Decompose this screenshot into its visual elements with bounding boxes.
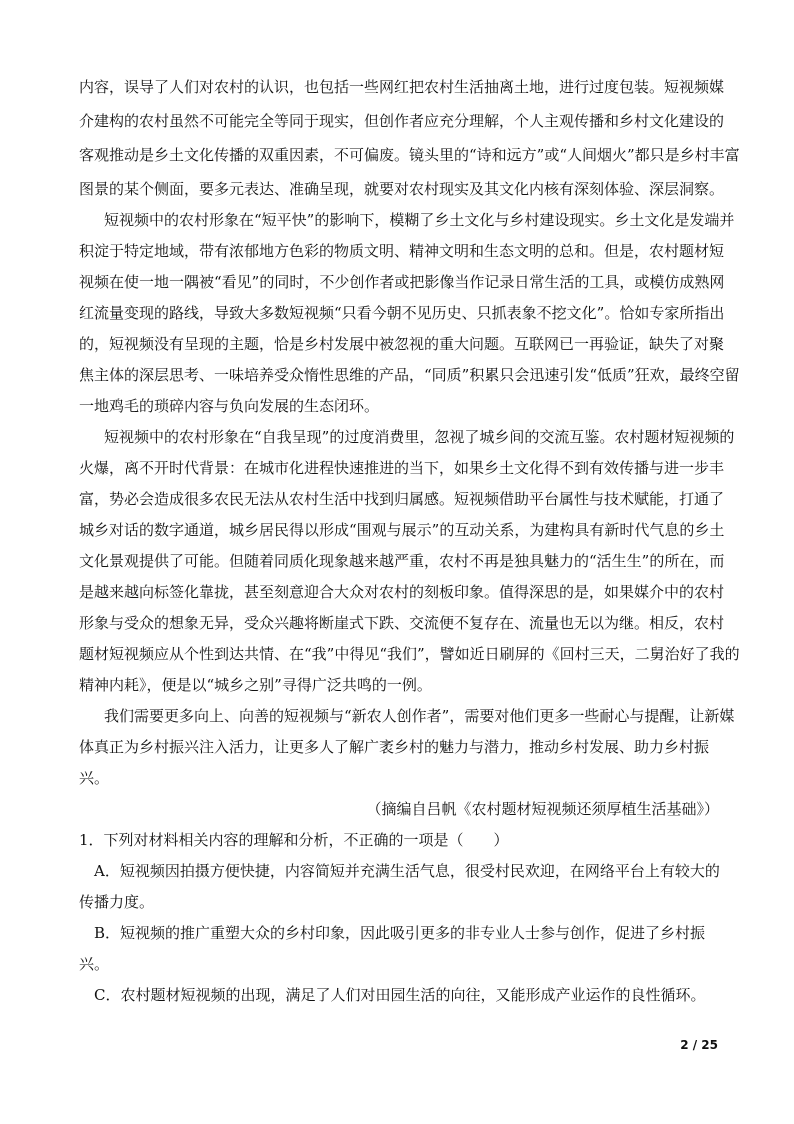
page-number: 2 / 25 bbox=[680, 1038, 718, 1052]
paragraph-line: 短视频中的农村形象在“自我呈现”的过度消费里，忽视了城乡间的交流互鉴。农村题材短视频的 bbox=[104, 428, 735, 446]
paragraph-line: 一地鸡毛的琐碎内容与负向发展的生态闭环。 bbox=[79, 397, 380, 415]
paragraph-line: 的，短视频没有呈现的主题，恰是乡村发展中被忽视的重大问题。互联网已一再验证，缺失了对聚 bbox=[79, 335, 725, 353]
paragraph-line: 是越来越向标签化靠拢，甚至刻意迎合大众对农村的刻板印象。值得深思的是，如果媒介中的农村 bbox=[79, 583, 725, 601]
paragraph-line: 形象与受众的想象无异，受众兴趣将断崖式下跌、交流便不复存在、流量也无以为继。相反，农村 bbox=[79, 614, 725, 632]
option-b-continued: 兴。 bbox=[79, 955, 110, 973]
option-b: B．短视频的推广重塑大众的乡村印象，因此吸引更多的非专业人士参与创作，促进了乡村振 bbox=[94, 924, 706, 942]
paragraph-line: 图景的某个侧面，要多元表达、准确呈现，就要对农村现实及其文化内核有深刻体验、深层洞察。 bbox=[79, 180, 725, 198]
paragraph-line: 兴。 bbox=[79, 769, 110, 787]
paragraph-line: 城乡对话的数字通道，城乡居民得以形成“围观与展示”的互动关系，为建构具有新时代气息的乡土 bbox=[79, 521, 725, 539]
paragraph-line: 体真正为乡村振兴注入活力，让更多人了解广袤乡村的魅力与潜力，推动乡村发展、助力乡村振 bbox=[79, 738, 710, 756]
paragraph-line: 文化景观提供了可能。但随着同质化现象越来越严重，农村不再是独具魅力的“活生生”的所在，而 bbox=[79, 552, 725, 570]
paragraph-line: 火爆，离不开时代背景：在城市化进程快速推进的当下，如果乡土文化得不到有效传播与进一步丰 bbox=[79, 459, 725, 477]
option-a: A．短视频因拍摄方便快捷，内容简短并充满生活气息，很受村民欢迎，在网络平台上有较大的 bbox=[94, 862, 720, 880]
paragraph-line: 精神内耗》，便是以“城乡之别”寻得广泛共鸣的一例。 bbox=[79, 676, 432, 694]
paragraph-line: 视频在使一地一隅被“看见”的同时，不少创作者或把影像当作记录日常生活的工具，或模仿成熟网 bbox=[79, 273, 725, 291]
source-citation: （摘编自吕帆《农村题材短视频还须厚植生活基础》） bbox=[366, 800, 719, 818]
paragraph-line: 我们需要更多向上、向善的短视频与“新农人创作者”，需要对他们更多一些耐心与提醒，让新媒 bbox=[104, 707, 735, 725]
paragraph-line: 红流量变现的路线，导致大多数短视频“只看今朝不见历史、只抓表象不挖文化”。恰如专家所指出 bbox=[79, 304, 725, 322]
paragraph-line: 介建构的农村虽然不可能完全等同于现实，但创作者应充分理解，个人主观传播和乡村文化建设的 bbox=[79, 112, 725, 130]
paragraph-line: 短视频中的农村形象在“短平快”的影响下，模糊了乡土文化与乡村建设现实。乡土文化是发端并 bbox=[104, 211, 735, 229]
paragraph-line: 积淀于特定地域，带有浓郁地方色彩的物质文明、精神文明和生态文明的总和。但是，农村题材短 bbox=[79, 242, 725, 260]
paragraph-line: 客观推动是乡土文化传播的双重因素，不可偏废。镜头里的“诗和远方”或“人间烟火”都只是乡村丰富 bbox=[79, 146, 740, 164]
option-c: C．农村题材短视频的出现，满足了人们对田园生活的向往，又能形成产业运作的良性循环。 bbox=[94, 986, 706, 1004]
question-stem: 1．下列对材料相关内容的理解和分析，不正确的一项是（ ） bbox=[79, 831, 509, 849]
paragraph-line: 富，势必会造成很多农民无法从农村生活中找到归属感。短视频借助平台属性与技术赋能，打通了 bbox=[79, 490, 725, 508]
paragraph-line: 题材短视频应从个性到达共情、在“我”中得见“我们”，譬如近日刷屏的《回村三天，二舅治好了我的 bbox=[79, 645, 740, 663]
paragraph-line: 内容，误导了人们对农村的认识，也包括一些网红把农村生活抽离土地，进行过度包装。短视频媒 bbox=[79, 78, 725, 96]
paragraph-line: 焦主体的深层思考、一味培养受众惰性思维的产品，“同质”积累只会迅速引发“低质”狂欢，最终空留 bbox=[79, 366, 740, 384]
option-a-continued: 传播力度。 bbox=[79, 893, 155, 911]
